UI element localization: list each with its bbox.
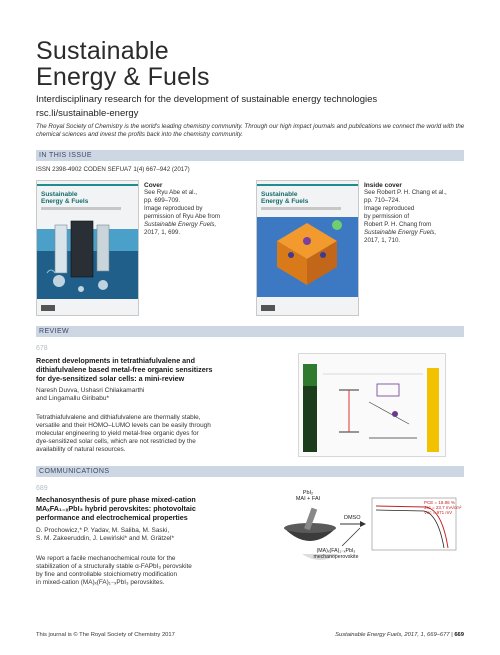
footer-citation-text: Sustainable Energy Fuels, 2017, 1, 669–677: [335, 632, 450, 638]
footer-divider: |: [451, 632, 455, 638]
section-in-this-issue: IN THIS ISSUE: [36, 150, 464, 161]
footer-page-number: 669: [454, 632, 464, 638]
section-communications: COMMUNICATIONS: [36, 466, 464, 477]
review-title[interactable]: Recent developments in tetrathiafulvalene and dithiafulvalene based metal-free organic sensitizers for dye-sensitized solar cells: a mini-review: [36, 356, 213, 383]
cover-illustration: [37, 181, 139, 316]
cover-caption-title: Inside cover: [364, 182, 402, 189]
footer-copyright: This journal is © The Royal Society of Chemistry 2017: [36, 632, 175, 638]
cover-illustration: [257, 181, 359, 316]
journal-url[interactable]: rsc.li/sustainable-energy: [36, 108, 139, 119]
front-cover-caption: [144, 182, 234, 237]
rsc-logo: [261, 305, 275, 311]
cover-mini-title: Sustainable Energy & Fuels: [41, 191, 89, 205]
journal-tagline: Interdisciplinary research for the development of sustainable energy technologies: [36, 94, 378, 105]
cover-mini-title: Sustainable Energy & Fuels: [261, 191, 309, 205]
journal-title: [36, 38, 336, 90]
communication-authors: D. Prochowicz,* P. Yadav, M. Saliba, M. Saski, S. M. Zakeeruddin, J. Lewiński* and M. Grätzel*: [36, 527, 175, 542]
journal-title-line2: Energy & Fuels: [36, 63, 210, 91]
inside-cover-image: [256, 180, 359, 316]
communication-title[interactable]: Mechanosynthesis of pure phase mixed-cation MAₓFA₁₋ₓPbI₃ hybrid perovskites: photovoltaic performance and electrochemical properties: [36, 495, 196, 522]
rsc-logo: [41, 305, 55, 311]
rsc-description: The Royal Society of Chemistry is the world's leading chemistry community. Through our high impact journals and publications we connect the world with the chemical sciences and invest the profits back into the chemistry community.: [36, 123, 465, 138]
communication-graphical-abstract: [276, 490, 466, 580]
graphic-product: (MA)ₓ(FA)₁₋ₓPbI₃ mechanoperovskite: [313, 548, 359, 560]
communication-abstract: We report a facile mechanochemical route for the stabilization of a structurally stable α-FAPbI₃ perovskite by fine and controllable stoichiometry modification in mixed-cation (MA)ₓ(FA)₁₋ₓPbI₃ perovskites.: [36, 555, 192, 586]
inside-cover-caption: [364, 182, 464, 245]
review-graphical-abstract: [298, 353, 446, 457]
cover-caption-text: See Robert P. H. Chang et al., pp. 710–724. Image reproduced by permission of Robert P. H. Chang from Sustainable Energy Fuels, 2017, 1, 710.: [364, 189, 447, 244]
issn-line: ISSN 2398-4902 CODEN SEFUA7 1(4) 667–942 (2017): [36, 166, 190, 173]
graphic-reagents: PbI₂ MAI + FAI: [295, 490, 321, 502]
section-review: REVIEW: [36, 326, 464, 337]
energy-diagram-graphic: [299, 354, 447, 458]
cover-caption-text: See Ryu Abe et al., pp. 699–709. Image reproduced by permission of Ryu Abe from Sustainable Energy Fuels, 2017, 1, 699.: [144, 189, 220, 236]
communication-page-number[interactable]: 689: [36, 485, 48, 492]
graphic-pv-metrics: PCE = 18.86 % Jsc = 23.7 mA/cm² Voc = 971 mV: [424, 500, 462, 515]
graphic-solvent: DMSO: [344, 515, 361, 521]
journal-title-line1: Sustainable: [36, 37, 169, 65]
front-cover-image: [36, 180, 139, 316]
review-authors: Naresh Duvva, Ushasri Chilakamarthi and Lingamallu Giribabu*: [36, 387, 145, 402]
footer-citation: [335, 632, 464, 638]
cover-caption-title: Cover: [144, 182, 163, 189]
review-abstract: Tetrathiafulvalene and dithiafulvalene are thermally stable, versatile and their HOMO–LUMO levels can be easily through molecular engineering to yield metal-free organic dyes for dye-sensitized solar cells, which are not restricted by the availability of natural resources.: [36, 414, 211, 453]
review-page-number[interactable]: 678: [36, 345, 48, 352]
